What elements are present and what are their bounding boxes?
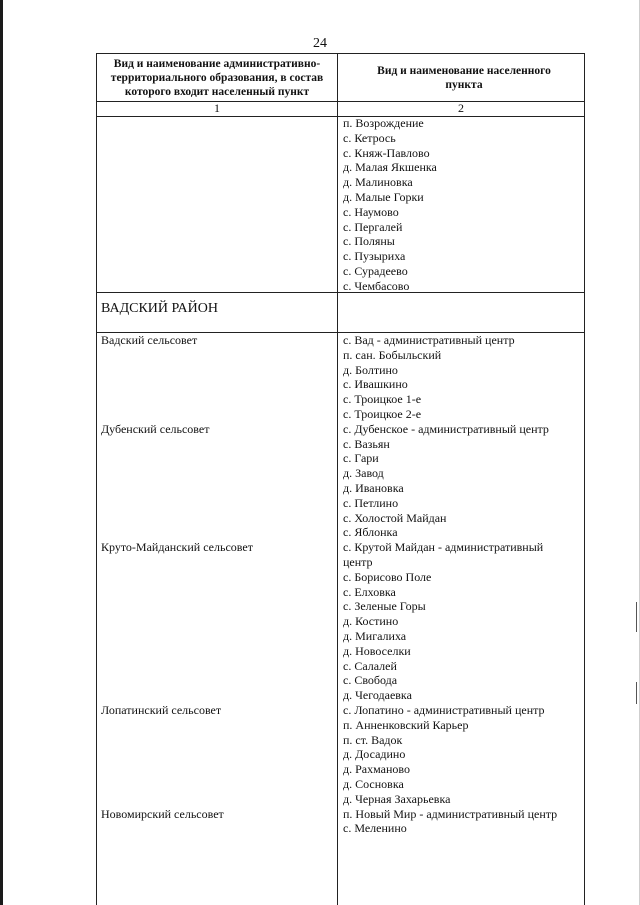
admin-unit-name: Вадский сельсовет	[101, 333, 198, 347]
settlement: д. Новоселки	[343, 643, 411, 658]
settlement: с. Наумово	[343, 204, 399, 219]
admin-unit-name: Лопатинский сельсовет	[101, 703, 222, 717]
scan-mark	[636, 602, 637, 632]
settlements-list	[343, 807, 583, 837]
settlement: с. Ивашкино	[343, 377, 408, 392]
settlement: с. Троицкое 2-е	[343, 406, 422, 421]
settlement: с. Пергалей	[343, 219, 403, 234]
scan-left-edge	[0, 0, 3, 905]
settlement: с. Чембасово	[343, 278, 410, 293]
settlement: д. Болтино	[343, 362, 398, 377]
settlement: с. Троицкое 1-е	[343, 392, 422, 407]
settlement: д. Чегодаевка	[343, 688, 412, 703]
settlement: с. Вазьян	[343, 436, 390, 451]
settlement: д. Мигалиха	[343, 628, 407, 643]
settlement: центр	[343, 554, 373, 569]
scan-mark	[636, 682, 637, 704]
settlement: с. Сурадеево	[343, 263, 408, 278]
settlement: с. Лопатино - административный центр	[343, 703, 545, 717]
column-number-2: 2	[458, 101, 464, 115]
settlement: с. Меленино	[343, 821, 407, 836]
settlements-list	[343, 540, 583, 703]
settlement: с. Яблонка	[343, 525, 398, 540]
settlement: д. Сосновка	[343, 776, 404, 791]
table-border-left	[96, 53, 97, 905]
settlement: с. Елховка	[343, 584, 396, 599]
settlement: п. ст. Вадок	[343, 732, 403, 747]
settlement: п. Возрождение	[343, 116, 424, 130]
settlement: с. Свобода	[343, 673, 398, 688]
settlement: д. Завод	[343, 466, 384, 481]
settlement: п. Анненковский Карьер	[343, 717, 469, 732]
admin-unit-name: Круто-Майданский сельсовет	[101, 540, 253, 555]
settlement: д. Костино	[343, 614, 399, 629]
settlement: п. сан. Бобыльский	[343, 347, 442, 362]
continued-settlements-list	[343, 116, 583, 294]
settlement: с. Гари	[343, 451, 379, 466]
settlement: д. Черная Захарьевка	[343, 791, 451, 806]
settlement: с. Кетрось	[343, 130, 396, 145]
page-number: 24	[313, 36, 327, 51]
settlement: с. Зеленые Горы	[343, 599, 426, 614]
settlements-table	[96, 53, 585, 905]
settlement: д. Рахманово	[343, 762, 410, 777]
settlement: с. Дубенское - административный центр	[343, 421, 549, 436]
settlement: д. Малая Якшенка	[343, 160, 437, 175]
settlement: д. Досадино	[343, 747, 406, 762]
settlement: д. Малиновка	[343, 175, 413, 190]
settlement: с. Княж-Павлово	[343, 145, 430, 160]
settlement: с. Вад - административный центр	[343, 333, 515, 347]
header-column-1: Вид и наименование административно-территориального образования, в состав которого входит населенный пункт	[110, 57, 324, 98]
header-column-2: Вид и наименование населенного пункта	[377, 64, 551, 91]
settlement: д. Ивановка	[343, 480, 404, 495]
settlement: с. Пузыриха	[343, 249, 406, 264]
settlements-list	[343, 703, 583, 807]
admin-unit-name: Новомирский сельсовет	[101, 806, 224, 821]
settlement: с. Борисово Поле	[343, 569, 432, 584]
settlement: д. Малые Горки	[343, 189, 424, 204]
settlement: с. Петлино	[343, 495, 399, 510]
settlements-list	[343, 333, 583, 422]
settlement: с. Крутой Майдан - административный	[343, 540, 544, 555]
settlement: с. Поляны	[343, 234, 395, 249]
settlements-list	[343, 422, 583, 540]
table-column-divider	[337, 53, 338, 905]
column-number-1: 1	[214, 101, 220, 115]
settlement: п. Новый Мир - административный центр	[343, 806, 558, 821]
district-title: ВАДСКИЙ РАЙОН	[101, 301, 218, 316]
settlement: с. Салалей	[343, 658, 397, 673]
table-border-right	[584, 53, 585, 905]
settlement: с. Холостой Майдан	[343, 510, 447, 525]
admin-unit-name: Дубенский сельсовет	[101, 421, 210, 436]
